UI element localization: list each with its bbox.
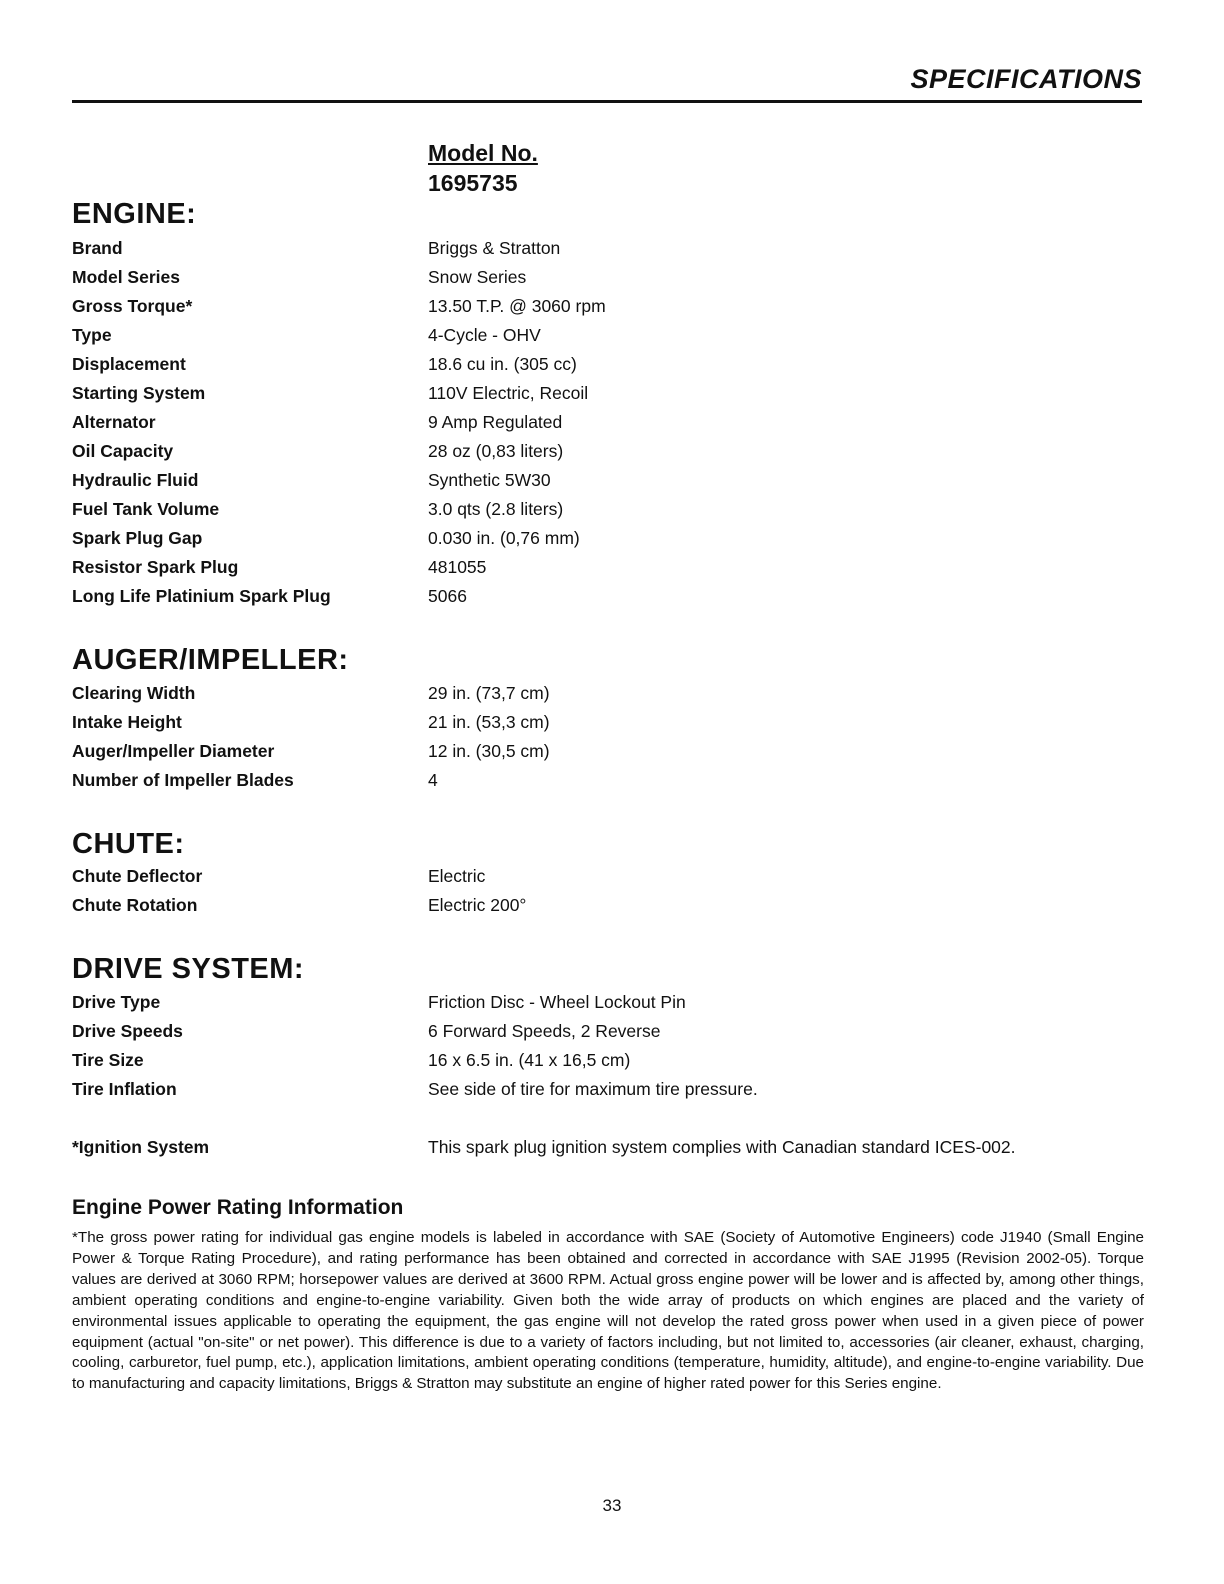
- spec-value: 12 in. (30,5 cm): [428, 741, 550, 761]
- spec-row-tire-inflation: [72, 1075, 758, 1104]
- spec-value: 16 x 6.5 in. (41 x 16,5 cm): [428, 1050, 631, 1070]
- spec-label: Spark Plug Gap: [72, 528, 203, 548]
- spec-row-impeller-blades: [72, 766, 550, 795]
- spec-row-fuel-tank-volume: [72, 495, 606, 524]
- spec-label: Oil Capacity: [72, 441, 174, 461]
- spec-label: Number of Impeller Blades: [72, 770, 294, 790]
- spec-row-tire-size: [72, 1046, 758, 1075]
- spec-value: Briggs & Stratton: [428, 238, 561, 258]
- spec-label: Long Life Platinium Spark Plug: [72, 586, 331, 606]
- spec-value: 21 in. (53,3 cm): [428, 712, 550, 732]
- drive-section-title: DRIVE SYSTEM:: [72, 953, 305, 985]
- spec-row-brand: [72, 234, 606, 263]
- spec-row-drive-speeds: [72, 1017, 758, 1046]
- spec-value: Friction Disc - Wheel Lockout Pin: [428, 992, 686, 1012]
- spec-value: Synthetic 5W30: [428, 470, 551, 490]
- engine-section-title: ENGINE:: [72, 198, 197, 230]
- page-header-title: SPECIFICATIONS: [910, 64, 1142, 94]
- power-rating-body: *The gross power rating for individual gas engine models is labeled in accordance with SAE (Society of Automotive Engineers) code J1940 (Small Engine Power & Torque Rating Procedure), and rating performance has been obtained and corrected in accordance with SAE J1995 (Revision 2002-05). Torque values are derived at 3060 RPM; horsepower values are derived at 3600 RPM. Actual gross engine power will be lower and is affected by, among other things, ambient operating conditions and engine-to-engine variability. Given both the wide array of products on which engines are placed and the variety of environmental issues applicable to operating the equipment, the gas engine will not develop the rated gross power when used in a given piece of power equipment (actual "on-site" or net power). This difference is due to a variety of factors including, but not limited to, accessories (air cleaner, exhaust, charging, cooling, carburetor, fuel pump, etc.), application limitations, ambient operating conditions (temperature, humidity, altitude), and engine-to-engine variability. Due to manufacturing and capacity limitations, Briggs & Stratton may substitute an engine of higher rated power for this Series engine.: [72, 1229, 1144, 1393]
- spec-label: Hydraulic Fluid: [72, 470, 199, 490]
- spec-row-type: [72, 321, 606, 350]
- spec-label: Alternator: [72, 412, 156, 432]
- spec-row-platinum-spark-plug: [72, 582, 606, 611]
- ignition-system-value: This spark plug ignition system complies with Canadian standard ICES-002.: [428, 1136, 1016, 1157]
- spec-value: 28 oz (0,83 liters): [428, 441, 564, 461]
- spec-label: Displacement: [72, 354, 186, 374]
- spec-row-hydraulic-fluid: [72, 466, 606, 495]
- auger-spec-list: [72, 679, 550, 795]
- spec-row-chute-deflector: [72, 862, 526, 891]
- spec-value: 6 Forward Speeds, 2 Reverse: [428, 1021, 661, 1041]
- model-number-label: Model No.: [428, 140, 538, 166]
- spec-row-resistor-spark-plug: [72, 553, 606, 582]
- spec-value: 9 Amp Regulated: [428, 412, 563, 432]
- spec-row-intake-height: [72, 708, 550, 737]
- spec-value: 13.50 T.P. @ 3060 rpm: [428, 296, 606, 316]
- spec-value: 110V Electric, Recoil: [428, 383, 589, 403]
- spec-value: 18.6 cu in. (305 cc): [428, 354, 577, 374]
- spec-label: Gross Torque*: [72, 296, 193, 316]
- spec-label: Drive Type: [72, 992, 161, 1012]
- spec-value: Electric: [428, 866, 486, 886]
- spec-label: Fuel Tank Volume: [72, 499, 220, 519]
- spec-label: Tire Inflation: [72, 1079, 177, 1099]
- spec-label: Drive Speeds: [72, 1021, 183, 1041]
- spec-value: Electric 200°: [428, 895, 527, 915]
- auger-section-title: AUGER/IMPELLER:: [72, 644, 349, 676]
- chute-section-title: CHUTE:: [72, 828, 185, 860]
- model-number-value: 1695735: [428, 170, 518, 196]
- spec-label: Tire Size: [72, 1050, 144, 1070]
- spec-row-gross-torque: [72, 292, 606, 321]
- spec-row-starting-system: [72, 379, 606, 408]
- spec-row-clearing-width: [72, 679, 550, 708]
- spec-row-displacement: [72, 350, 606, 379]
- engine-spec-list: [72, 234, 606, 611]
- spec-row-drive-type: [72, 988, 758, 1017]
- spec-row-auger-diameter: [72, 737, 550, 766]
- spec-label: Brand: [72, 238, 123, 258]
- spec-label: Starting System: [72, 383, 206, 403]
- spec-label: Chute Rotation: [72, 895, 198, 915]
- spec-value: 481055: [428, 557, 487, 577]
- spec-label: Type: [72, 325, 112, 345]
- spec-label: Clearing Width: [72, 683, 196, 703]
- ignition-system-label: *Ignition System: [72, 1136, 210, 1157]
- header-rule: [72, 100, 1142, 103]
- spec-value: 4: [428, 770, 438, 790]
- spec-label: Resistor Spark Plug: [72, 557, 239, 577]
- spec-row-chute-rotation: [72, 891, 526, 920]
- spec-row-spark-plug-gap: [72, 524, 606, 553]
- page-number: 33: [602, 1496, 622, 1515]
- ignition-system-row: [72, 1134, 1016, 1160]
- power-rating-title: Engine Power Rating Information: [72, 1196, 404, 1219]
- spec-label: Model Series: [72, 267, 180, 287]
- spec-label: Chute Deflector: [72, 866, 203, 886]
- spec-label: Auger/Impeller Diameter: [72, 741, 275, 761]
- spec-row-oil-capacity: [72, 437, 606, 466]
- spec-value: 3.0 qts (2.8 liters): [428, 499, 564, 519]
- drive-spec-list: [72, 988, 758, 1104]
- spec-value: 5066: [428, 586, 467, 606]
- spec-value: 0.030 in. (0,76 mm): [428, 528, 580, 548]
- spec-value: 29 in. (73,7 cm): [428, 683, 550, 703]
- spec-value: 4-Cycle - OHV: [428, 325, 541, 345]
- spec-value: Snow Series: [428, 267, 527, 287]
- chute-spec-list: [72, 862, 526, 920]
- spec-row-model-series: [72, 263, 606, 292]
- spec-label: Intake Height: [72, 712, 182, 732]
- spec-row-alternator: [72, 408, 606, 437]
- spec-value: See side of tire for maximum tire pressure.: [428, 1079, 758, 1099]
